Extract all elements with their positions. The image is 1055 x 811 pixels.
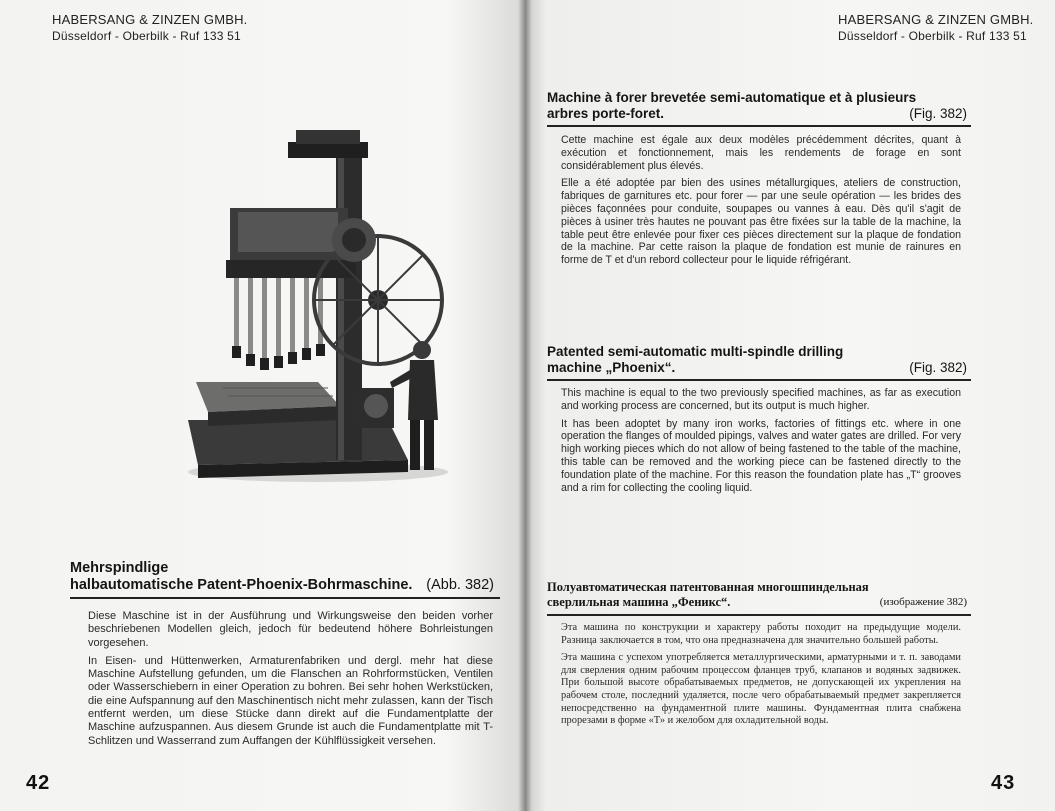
- english-paragraph-1: This machine is equal to the two previously specified machines, as far as execution and working process are concerned, but its output is much higher.: [561, 387, 961, 412]
- english-title-rule: [547, 379, 971, 381]
- right-page: [525, 0, 1055, 811]
- german-title-line1: Mehrspindlige: [70, 560, 169, 576]
- german-body: [88, 610, 493, 753]
- english-body: [561, 387, 961, 499]
- english-title: [547, 344, 967, 376]
- english-title-line1: Patented semi-automatic multi-spindle drilling: [547, 344, 844, 359]
- company-name: HABERSANG & ZINZEN GMBH.: [838, 12, 1034, 27]
- english-title-line2: machine „Phoenix“.: [547, 360, 676, 375]
- russian-paragraph-1: Эта машина по конструкции и характеру работы походит на предыдущие модели. Разница заключается в том, что она предназначена для значительно большей работы.: [561, 622, 961, 646]
- french-title: [547, 90, 967, 122]
- french-title-rule: [547, 125, 971, 127]
- german-title-rule: [70, 597, 500, 599]
- english-paragraph-2: It has been adoptet by many iron works, factories of fittings etc. where in one operation the flanges of moulded pipings, valves and water gates are drilled. For very high working pieces which do not allow of being fastened to the table of the machine, this table can be removed and the working piece can be fastened directly to the foundation plate of the machine. For this reason the foundation plate has „T“ grooves and a rim for collecting the cooling liquid.: [561, 417, 961, 494]
- russian-title-line1: Полуавтоматическая патентованная многошпиндельная: [547, 580, 869, 594]
- french-paragraph-2: Elle a été adoptée par bien des usines métallurgiques, ateliers de construction, fabriques de garnitures etc. pour forer — par une seule opération — les brides des pièces façonnées pour conduite, soupapes ou vannes à eau. Dès qu'il s'agit de pièces à usiner très hautes ne pouvant pas être fixées sur la table de la machine, la table peut être enlevée pour fixer ces pièces directement sur la plaque de fondation de la machine. Par cette raison la plaque de fondation est munie de rainures en forme de T et d'un rebord collecteur pour le liquide réfrigérant.: [561, 177, 961, 267]
- russian-paragraph-2: Эта машина с успехом употребляется металлургическими, арматурными и т. п. заводами для сверления одним рабочим процессом фланцев труб, клапанов и водяных задвижек. При большой высоте обрабатываемых предметов, не допускающей их укрепления на рабочем столе, последний удаляется, после чего обрабатываемый предмет закрепляется непосредственно на фундаментной плите машины. Фундаментная плита снабжена прорезами в форме «Т» и желобом для охладительной воды.: [561, 652, 961, 727]
- french-title-line2: arbres porte-foret.: [547, 106, 665, 121]
- left-page: [0, 0, 525, 811]
- russian-title-line2: сверлильная машина „Феникс“.: [547, 595, 731, 609]
- english-figure-ref: (Fig. 382): [909, 360, 967, 375]
- book-gutter: [518, 0, 532, 811]
- french-paragraph-1: Cette machine est égale aux deux modèles précédemment décrites, quant à exécution et fonctionnement, mais les rendements de forage en sont considérablement plus élevés.: [561, 134, 961, 172]
- company-address: Düsseldorf - Oberbilk - Ruf 133 51: [838, 29, 1027, 43]
- russian-title: [547, 580, 967, 610]
- french-figure-ref: (Fig. 382): [909, 106, 967, 121]
- page-number-right: 43: [991, 772, 1016, 794]
- company-name: HABERSANG & ZINZEN GMBH.: [52, 12, 248, 27]
- drilling-machine-illustration: [168, 120, 454, 492]
- german-title-line2: halbautomatische Patent-Phoenix-Bohrmaschine.: [70, 577, 413, 593]
- german-paragraph-2: In Eisen- und Hüttenwerken, Armaturenfabriken und dergl. mehr hat diese Maschine Aufstellung gefunden, um die Flanschen an Rohrformstücken, Ventilen oder Wasserschiebern in einer Operation zu bohren. Bei sehr hohen Werkstücken, die eine Aufspannung auf den Maschinentisch nicht mehr zulassen, kann der Tisch entfernt werden, um diese Stücke dann direkt auf die Fundamentplatte der Maschine aufzuspannen. Aus diesem Grunde ist auch die Fundamentplatte mit T-Schlitzen und Wasserrand zum Auffangen der Kühlflüssigkeit versehen.: [88, 654, 493, 747]
- russian-body: [561, 622, 961, 733]
- french-title-line1: Machine à forer brevetée semi-automatique et à plusieurs: [547, 90, 917, 105]
- russian-title-rule: [547, 614, 971, 616]
- german-figure-ref: (Abb. 382): [426, 577, 494, 593]
- german-paragraph-1: Diese Maschine ist in der Ausführung und Wirkungsweise den beiden vorher beschriebenen Modellen gleich, jedoch für bedeutend höhere Bohrleistungen vorgesehen.: [88, 610, 493, 649]
- company-address: Düsseldorf - Oberbilk - Ruf 133 51: [52, 29, 241, 43]
- german-title: [70, 560, 494, 594]
- french-body: [561, 134, 961, 272]
- page-number-left: 42: [26, 772, 51, 794]
- russian-figure-ref: (изображение 382): [879, 596, 967, 608]
- company-header-left: [52, 12, 248, 44]
- company-header-right: [838, 12, 1034, 44]
